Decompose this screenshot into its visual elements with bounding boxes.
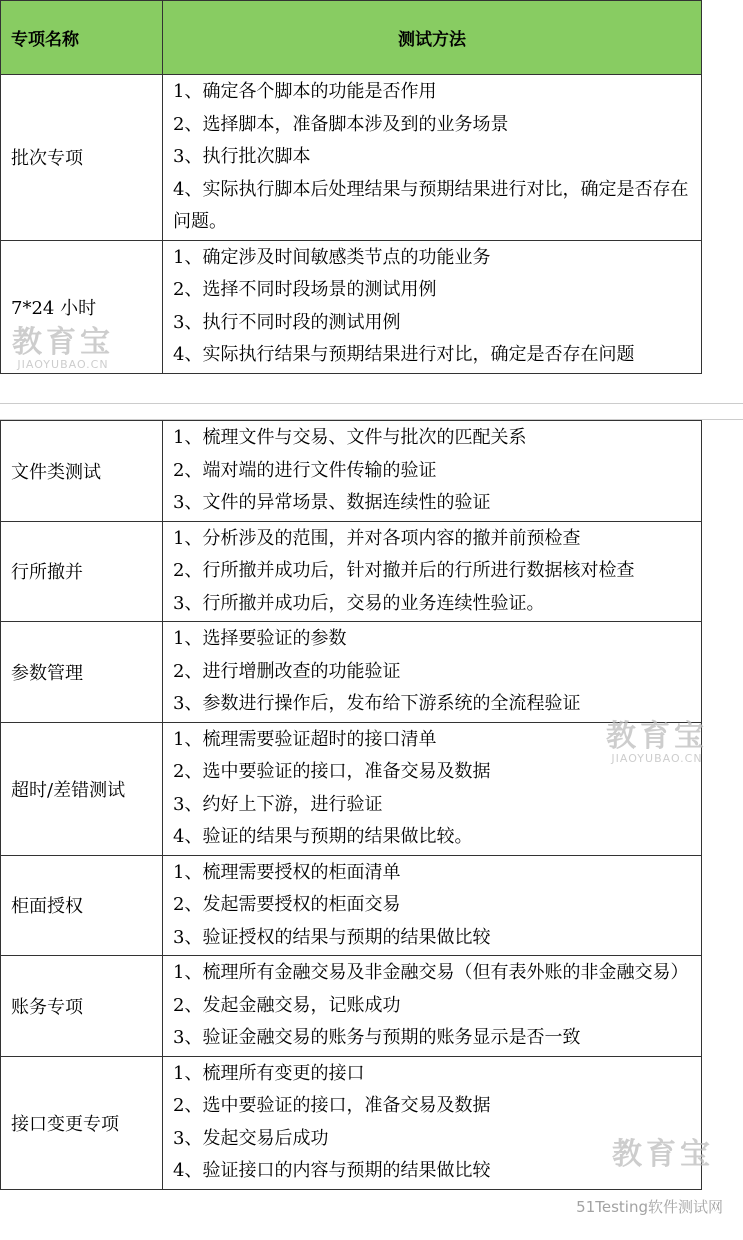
topic-name-cell: 接口变更专项	[1, 1056, 163, 1189]
test-table-part1	[0, 0, 702, 374]
test-method-cell	[163, 855, 702, 956]
test-method-cell	[163, 75, 702, 241]
test-step: 3、参数进行操作后，发布给下游系统的全流程验证	[173, 693, 581, 714]
test-step: 1、分析涉及的范围，并对各项内容的撤并前预检查	[173, 527, 581, 549]
header-test-method: 测试方法	[163, 1, 702, 75]
test-step: 3、行所撤并成功后，交易的业务连续性验证。	[173, 592, 545, 614]
test-step: 2、进行增删改查的功能验证	[173, 660, 401, 682]
watermark-credit: 51Testing软件测试网	[576, 1198, 723, 1216]
topic-name-cell: 7*24 小时	[1, 240, 163, 373]
table-row	[1, 1056, 702, 1189]
test-method-cell	[163, 421, 702, 522]
test-step: 4、实际执行脚本后处理结果与预期结果进行对比，确定是否存在问题。	[173, 178, 689, 232]
watermark-brand: 教育宝	[612, 1137, 714, 1172]
test-step: 1、梳理文件与交易、文件与批次的匹配关系	[173, 427, 527, 448]
test-step: 2、选择不同时段场景的测试用例	[173, 279, 437, 300]
test-step: 1、梳理需要授权的柜面清单	[173, 861, 401, 883]
test-method-cell	[163, 722, 702, 855]
test-method-cell	[163, 622, 702, 723]
test-step: 2、选择脚本，准备脚本涉及到的业务场景	[173, 113, 509, 135]
watermark-site: JIAOYUBAO.CN	[17, 358, 109, 371]
test-step: 3、约好上下游，进行验证	[173, 793, 383, 815]
test-step: 1、确定涉及时间敏感类节点的功能业务	[173, 246, 491, 268]
test-table-part2	[0, 420, 702, 1190]
table-row	[1, 722, 702, 855]
table-row	[1, 622, 702, 723]
table-row	[1, 956, 702, 1057]
test-step: 1、梳理所有金融交易及非金融交易（但有表外账的非金融交易）	[173, 962, 689, 983]
topic-name-cell: 行所撤并	[1, 521, 163, 622]
test-step: 4、验证的结果与预期的结果做比较。	[173, 826, 473, 847]
test-method-cell	[163, 240, 702, 373]
test-step: 2、选中要验证的接口，准备交易及数据	[173, 1095, 491, 1116]
topic-name-cell: 柜面授权	[1, 855, 163, 956]
topic-name-cell: 参数管理	[1, 622, 163, 723]
table-row	[1, 240, 702, 373]
table-row	[1, 421, 702, 522]
watermark-site: JIAOYUBAO.CN	[611, 752, 703, 765]
topic-name-cell: 账务专项	[1, 956, 163, 1057]
table-break	[0, 403, 743, 420]
test-step: 2、端对端的进行文件传输的验证	[173, 459, 437, 481]
test-step: 2、选中要验证的接口，准备交易及数据	[173, 761, 491, 782]
test-step: 1、梳理需要验证超时的接口清单	[173, 728, 437, 750]
test-step: 1、选择要验证的参数	[173, 628, 347, 649]
topic-name-cell: 超时/差错测试	[1, 722, 163, 855]
test-step: 4、实际执行结果与预期结果进行对比，确定是否存在问题	[173, 344, 635, 365]
test-step: 4、验证接口的内容与预期的结果做比较	[173, 1160, 491, 1181]
topic-name-cell: 文件类测试	[1, 421, 163, 522]
table-row	[1, 855, 702, 956]
test-step: 3、发起交易后成功	[173, 1127, 329, 1149]
watermark-brand: 教育宝	[12, 325, 114, 360]
header-topic-name: 专项名称	[1, 1, 163, 75]
test-method-cell	[163, 521, 702, 622]
test-step: 2、发起需要授权的柜面交易	[173, 894, 401, 915]
test-step: 1、确定各个脚本的功能是否作用	[173, 81, 437, 102]
topic-name-cell: 批次专项	[1, 75, 163, 241]
test-step: 3、执行不同时段的测试用例	[173, 311, 401, 333]
test-step: 1、梳理所有变更的接口	[173, 1062, 365, 1084]
test-method-cell	[163, 956, 702, 1057]
test-step: 3、验证授权的结果与预期的结果做比较	[173, 926, 491, 948]
watermark-brand: 教育宝	[606, 719, 708, 754]
test-step: 3、文件的异常场景、数据连续性的验证	[173, 492, 491, 513]
test-step: 3、执行批次脚本	[173, 146, 311, 167]
table-row	[1, 521, 702, 622]
test-method-cell	[163, 1056, 702, 1189]
table-header-row	[1, 1, 702, 75]
test-step: 3、验证金融交易的账务与预期的账务显示是否一致	[173, 1027, 581, 1048]
test-step: 2、发起金融交易，记账成功	[173, 994, 401, 1016]
test-step: 2、行所撤并成功后，针对撤并后的行所进行数据核对检查	[173, 560, 635, 581]
table-row	[1, 75, 702, 241]
